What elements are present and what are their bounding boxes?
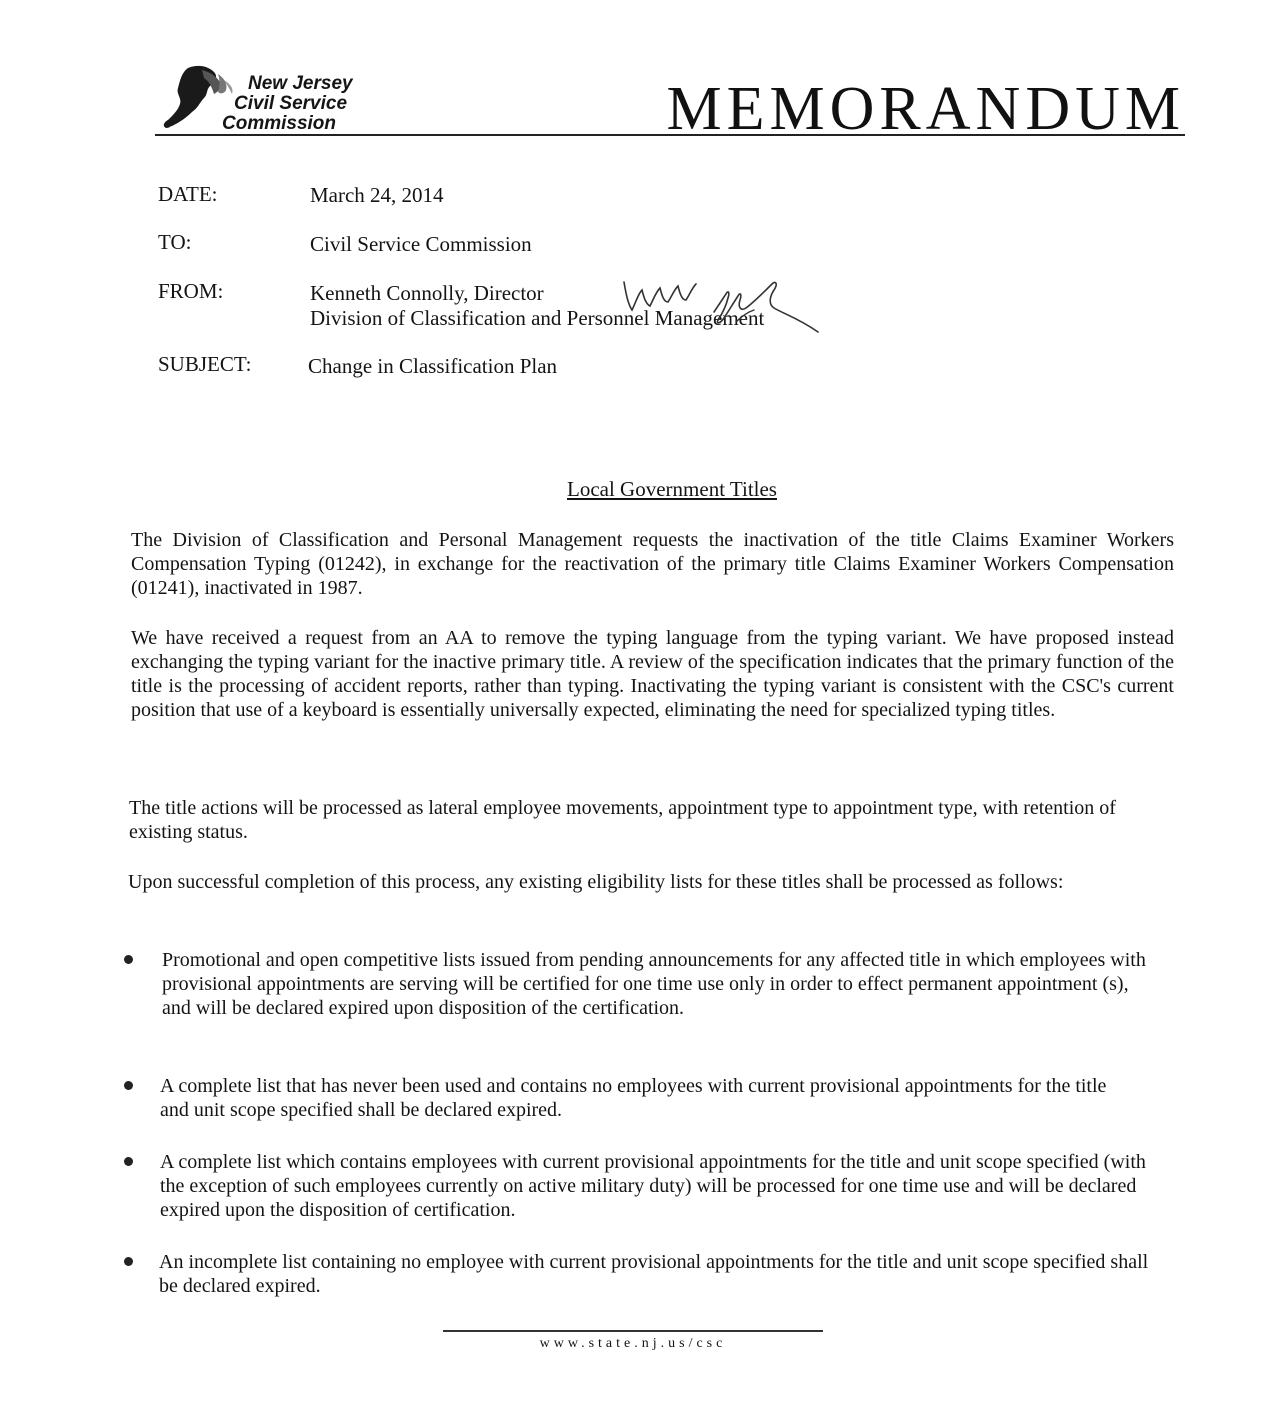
bullet-icon (124, 955, 133, 964)
header-divider (155, 134, 1185, 136)
from-value-name: Kenneth Connolly, Director (310, 281, 544, 305)
logo-text-line1: New Jersey (248, 73, 353, 94)
bullet-text: A complete list that has never been used and contains no employees with current provisional appointments for the title and unit scope specified shall be declared expired. (160, 1075, 1107, 1121)
subject-label: SUBJECT: (158, 352, 252, 376)
date-value: March 24, 2014 (310, 183, 444, 207)
from-value-division: Division of Classification and Personnel Management (310, 306, 765, 330)
bullet-text: Promotional and open competitive lists issued from pending announcements for any affected title in which employees with provisional appointments are serving will be certified for one time use only in order to effect permanent appointment (s), and will be declared expired upon disposition of the certification. (162, 949, 1146, 1019)
to-label: TO: (158, 230, 192, 254)
logo-text-line2: Civil Service (234, 93, 348, 114)
memorandum-title: MEMORANDUM (666, 75, 1185, 143)
bullet-icon (124, 1081, 133, 1090)
to-value: Civil Service Commission (310, 232, 532, 256)
paragraph-title-actions: The title actions will be processed as lateral employee movements, appointment type to appointment type, with retention of existing status. (129, 797, 1116, 843)
paragraph-inactivation-request: The Division of Classification and Personal Management requests the inactivation of the title Claims Examiner Workers Compensation Typing (01242), in exchange for the reactivation of the primary title Claims Examiner Workers Compensation (01241), inactivated in 1987. (131, 529, 1174, 599)
bullet-icon (124, 1157, 133, 1166)
paragraph-eligibility-intro: Upon successful completion of this process, any existing eligibility lists for these titles shall be processed as follows: (128, 871, 1064, 893)
date-label: DATE: (158, 182, 218, 206)
subject-value: Change in Classification Plan (308, 354, 558, 378)
footer-divider (443, 1330, 823, 1332)
bullet-text: A complete list which contains employees with current provisional appointments for the title and unit scope specified (with the exception of such employees currently on active military duty) will be processed for one time use and will be declared expired upon the disposition of certification. (160, 1151, 1146, 1221)
footer-url: www.state.nj.us/csc (539, 1336, 727, 1351)
nj-civil-service-logo (158, 62, 388, 134)
bullet-icon (124, 1257, 133, 1266)
handwritten-signature (618, 272, 828, 336)
logo-text-line3: Commission (222, 113, 337, 134)
section-heading: Local Government Titles (567, 477, 777, 501)
bullet-text: An incomplete list containing no employee with current provisional appointments for the title and unit scope specified shall be declared expired. (159, 1251, 1149, 1297)
paragraph-request-rationale: We have received a request from an AA to remove the typing language from the typing variant. We have proposed instead exchanging the typing variant for the inactive primary title. A review of the specification indicates that the primary function of the title is the processing of accident reports, rather than typing. Inactivating the typing variant is consistent with the CSC's current position that use of a keyboard is essentially universally expected, eliminating the need for specialized typing titles. (131, 627, 1174, 721)
from-label: FROM: (158, 279, 224, 303)
